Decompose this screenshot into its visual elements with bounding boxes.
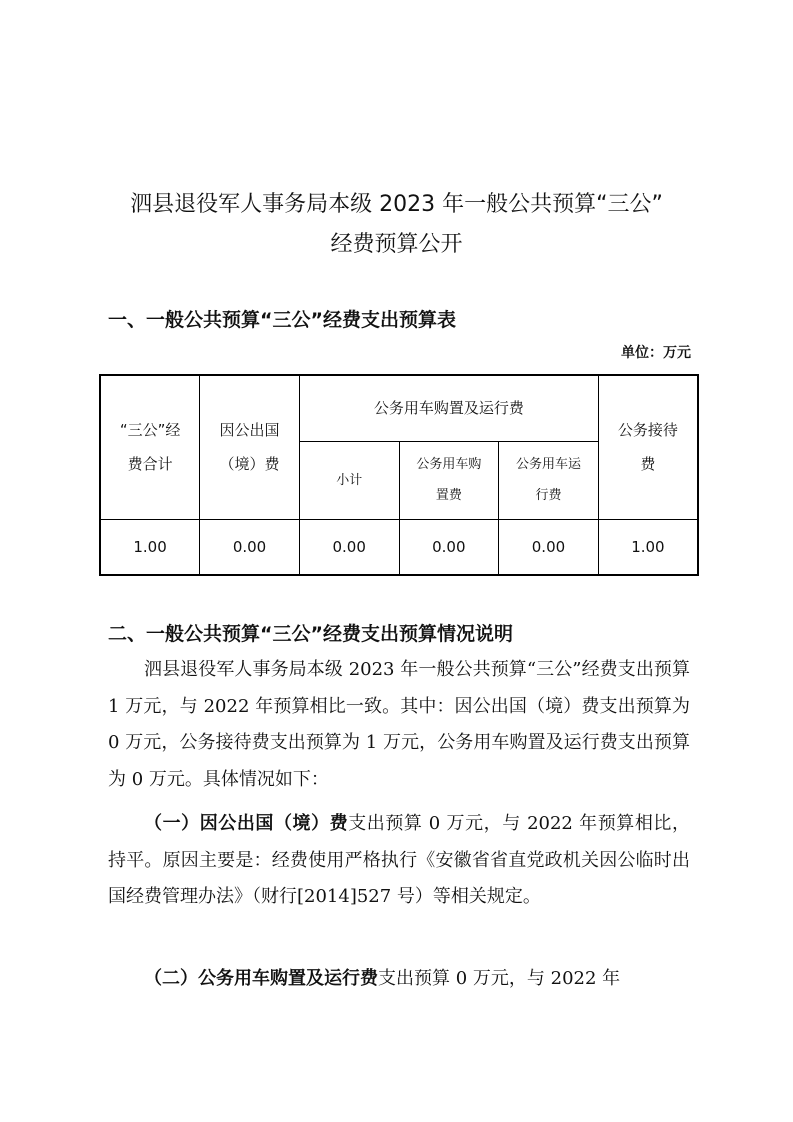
value-abroad: 0.00: [200, 519, 300, 575]
header-abroad-line-1: 因公出国: [219, 421, 280, 440]
value-total: 1.00: [100, 519, 200, 575]
header-purchase-line-1: 公务用车购: [416, 457, 482, 472]
header-purchase-line-2: 置费: [435, 488, 462, 503]
header-purchase: [399, 441, 499, 519]
header-vehicle-group: 公务用车购置及运行费: [299, 375, 598, 441]
value-subtotal: 0.00: [299, 519, 399, 575]
unit-label: 单位：万元: [621, 345, 691, 361]
header-abroad: [200, 375, 300, 519]
paragraph-abroad-heading: （一）因公出国（境）费: [144, 813, 349, 834]
section-2-heading: 二、一般公共预算“三公”经费支出预算情况说明: [108, 623, 513, 645]
header-operation-line-1: 公务用车运: [515, 457, 581, 472]
paragraph-vehicle: [108, 961, 690, 998]
header-operation: [499, 441, 599, 519]
paragraph-abroad: [108, 806, 690, 916]
value-operation: 0.00: [499, 519, 599, 575]
section-1-heading: 一、一般公共预算“三公”经费支出预算表: [108, 309, 456, 331]
header-total-line-2: 费合计: [127, 455, 173, 474]
paragraph-summary: 泗县退役军人事务局本级 2023 年一般公共预算“三公”经费支出预算 1 万元，与 2022 年预算相比一致。其中：因公出国（境）费支出预算为 0 万元，公务接待费支出预算为 1 万元，公务用车购置及运行费支出预算为 0 万元。具体情况如下：: [108, 659, 690, 790]
header-subtotal: 小计: [299, 441, 399, 519]
value-reception: 1.00: [598, 519, 698, 575]
paragraph-vehicle-text: 支出预算 0 万元，与 2022 年: [378, 968, 621, 989]
document-title-line-1: 泗县退役军人事务局本级 2023 年一般公共预算“三公”: [130, 192, 663, 217]
paragraph-abroad-text: 支出预算 0 万元，与 2022 年预算相比，持平。原因主要是：经费使用严格执行《安徽省省直党政机关因公临时出国经费管理办法》（财行[2014]527 号）等相关规定。: [108, 813, 690, 907]
header-total: [100, 375, 200, 519]
header-operation-line-2: 行费: [535, 488, 562, 503]
header-reception-line-2: 费: [640, 455, 656, 474]
header-total-line-1: “三公”经: [119, 421, 181, 440]
budget-table: [99, 374, 699, 576]
header-abroad-line-2: （境）费: [219, 455, 280, 474]
table-row: [100, 519, 698, 575]
paragraph-vehicle-heading: （二）公务用车购置及运行费: [144, 968, 378, 989]
value-purchase: 0.00: [399, 519, 499, 575]
header-reception: [598, 375, 698, 519]
header-reception-line-1: 公务接待: [617, 421, 678, 440]
document-title-line-2: 经费预算公开: [330, 232, 463, 257]
